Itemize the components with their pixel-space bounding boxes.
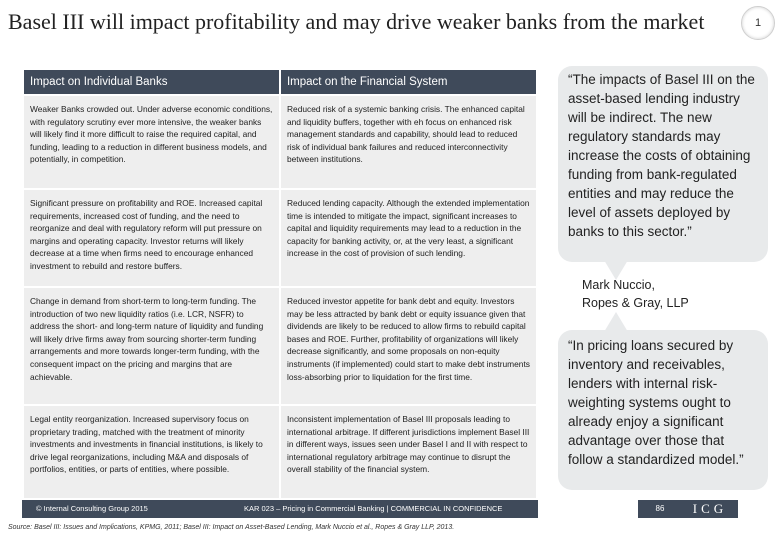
table-header-row xyxy=(24,70,536,94)
quote-bubble-pricing-loans: “In pricing loans secured by inventory and receivables, lenders with internal risk-weighting systems ought to already enjoy a significant advantage over those that follow a standardized model.” xyxy=(558,330,768,490)
impact-table xyxy=(22,68,538,500)
table-row xyxy=(24,288,536,404)
source-note: Source: Basel III: Issues and Implications, KPMG, 2011; Basel III: Impact on Asset-Based Lending, Mark Nuccio et al., Ropes & Gray LLP, 2013. xyxy=(8,524,455,531)
page-badge: 1 xyxy=(741,6,775,40)
table-cell: Legal entity reorganization. Increased supervisory focus on proprietary trading, matched with the treatment of minority investments and investments in financial institutions, is likely to drive legal reorganizations, including M&A and disposals of portfolios, entities, or parts of entities, where possible. xyxy=(24,406,279,498)
table-row xyxy=(24,96,536,188)
table-cell: Reduced lending capacity. Although the extended implementation time is intended to mitigate the impact, significant increases to capital and liquidity requirements may lead to a reduction in the capacity for banking activity, or, at the very least, a significant increase in the cost of provision of such lending. xyxy=(281,190,536,286)
table-cell: Reduced investor appetite for bank debt and equity. Investors may be less attracted by bank debt or equity issuance given that dividends are likely to be reduced to allow firms to rebuild capital bases and ROE. Further, profitability of organizations will likely decrease significantly, and some proposals on non-equity instruments (if implemented) could start to make debt instruments loss-absorbing prior to liquidation for the first time. xyxy=(281,288,536,404)
icg-logo: ICG xyxy=(682,500,738,518)
quote-bubble-tail xyxy=(604,312,628,332)
table-header-individual-banks: Impact on Individual Banks xyxy=(24,70,279,94)
attribution-firm: Ropes & Gray, LLP xyxy=(582,296,689,310)
footer-copyright: © Internal Consulting Group 2015 xyxy=(36,504,148,513)
table-cell: Significant pressure on profitability and ROE. Increased capital requirements, increased cost of funding, and the need to reorganize and deal with regulatory reform will put pressure on margins and operating capacity. Investor returns will likely decrease at a time when firms need to encourage enhanced investment to rebuild and restore buffers. xyxy=(24,190,279,286)
footer-bar xyxy=(22,500,538,518)
table-row xyxy=(24,190,536,286)
page-number: 86 xyxy=(638,500,682,518)
table-row xyxy=(24,406,536,498)
page-title: Basel III will impact profitability and may drive weaker banks from the market xyxy=(8,9,705,34)
attribution-name: Mark Nuccio, xyxy=(582,278,655,292)
table-header-financial-system: Impact on the Financial System xyxy=(281,70,536,94)
table-cell: Reduced risk of a systemic banking crisis. The enhanced capital and liquidity buffers, together with eh focus on enhanced risk management standards and capability, should lead to reduced risk of individual bank failures and reduced interconnectivity between institutions. xyxy=(281,96,536,188)
table-cell: Weaker Banks crowded out. Under adverse economic conditions, with regulatory scrutiny ever more intensive, the weaker banks will likely find it more difficult to raise the required capital, and funding, leading to a reduction in different business models, and potentially, in competition. xyxy=(24,96,279,188)
quote-attribution xyxy=(582,276,762,312)
quote-bubble-basel-impact: “The impacts of Basel III on the asset-based lending industry will be indirect. The new regulatory standards may increase the costs of obtaining funding from bank-regulated entities and may reduce the level of assets deployed by banks to this sector.” xyxy=(558,66,768,262)
footer-document-label: KAR 023 – Pricing in Commercial Banking | COMMERCIAL IN CONFIDENCE xyxy=(244,504,503,513)
table-cell: Inconsistent implementation of Basel III proposals leading to international arbitrage. If different jurisdictions implement Basel III in different ways, issues seen under Basel I and II with respect to international regulatory arbitrage may continue to disrupt the overall stability of the financial system. xyxy=(281,406,536,498)
table-cell: Change in demand from short-term to long-term funding. The introduction of two new liquidity ratios (i.e. LCR, NSFR) to address the short- and long-term nature of liquidity and funding will likely drive firms away from sourcing shorter-term funding arrangements and more towards longer-term funding, with the consequent impact on the pricing and margins that are achievable. xyxy=(24,288,279,404)
